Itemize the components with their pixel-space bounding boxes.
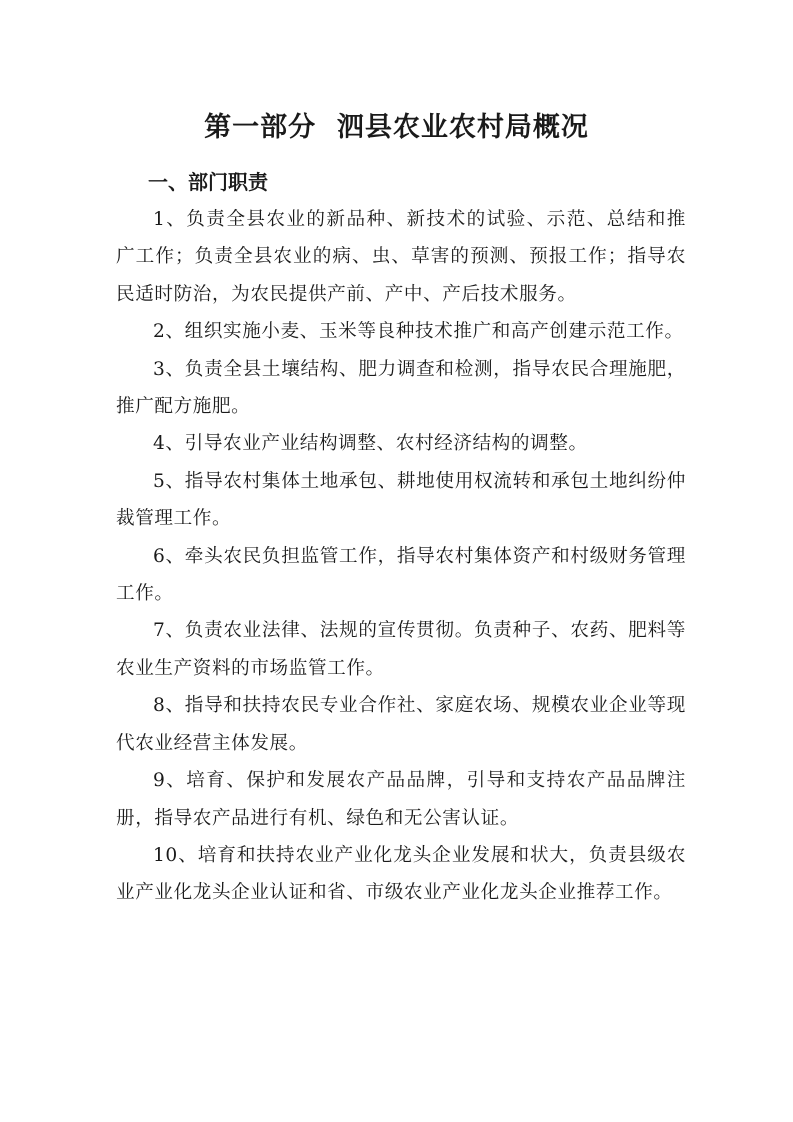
- paragraph-duty-9: 9、培育、保护和发展农产品品牌，引导和支持农产品品牌注册，指导农产品进行有机、绿色和无公害认证。: [116, 770, 686, 829]
- paragraph-duty-10: 10、培育和扶持农业产业化龙头企业发展和状大，负责县级农 业产业化龙头企业认证和省、市级农业产业化龙头企业推荐工作。: [116, 844, 700, 904]
- paragraph-duty-6: 6、牵头农民负担监管工作，指导农村集体资产和村级财务管理工作。: [116, 545, 686, 605]
- paragraph-duty-4: 4、引导农业产业结构调整、农村经济结构的调整。: [153, 433, 588, 455]
- paragraph-duty-8: 8、指导和扶持农民专业合作社、家庭农场、规模农业企业等现代农业经营主体发展。: [116, 695, 686, 754]
- document-body: [116, 164, 700, 912]
- paragraph-duty-3: 3、负责全县土壤结构、肥力调查和检测，指导农民合理施肥，推广配方施肥。: [116, 358, 686, 418]
- paragraph-duty-1: 1、负责全县农业的新品种、新技术的试验、示范、总结和推 广工作；负责全县农业的病、虫、草害的预测、预报工作；指导农 民适时防治，为农民提供产前、产中、产后技术服务。: [116, 209, 700, 305]
- paragraph-duty-7: 7、负责农业法律、法规的宣传贯彻。负责种子、农药、肥料等农业生产资料的市场监管工作。: [116, 620, 686, 679]
- paragraph-duty-2: 2、组织实施小麦、玉米等良种技术推广和高产创建示范工作。: [153, 321, 684, 343]
- paragraph-duty-5: 5、指导农村集体土地承包、耕地使用权流转和承包土地纠纷仲裁管理工作。: [116, 470, 686, 530]
- page-title: 第一部分 泗县农业农村局概况: [204, 112, 589, 144]
- section-heading: 一、部门职责: [148, 170, 268, 194]
